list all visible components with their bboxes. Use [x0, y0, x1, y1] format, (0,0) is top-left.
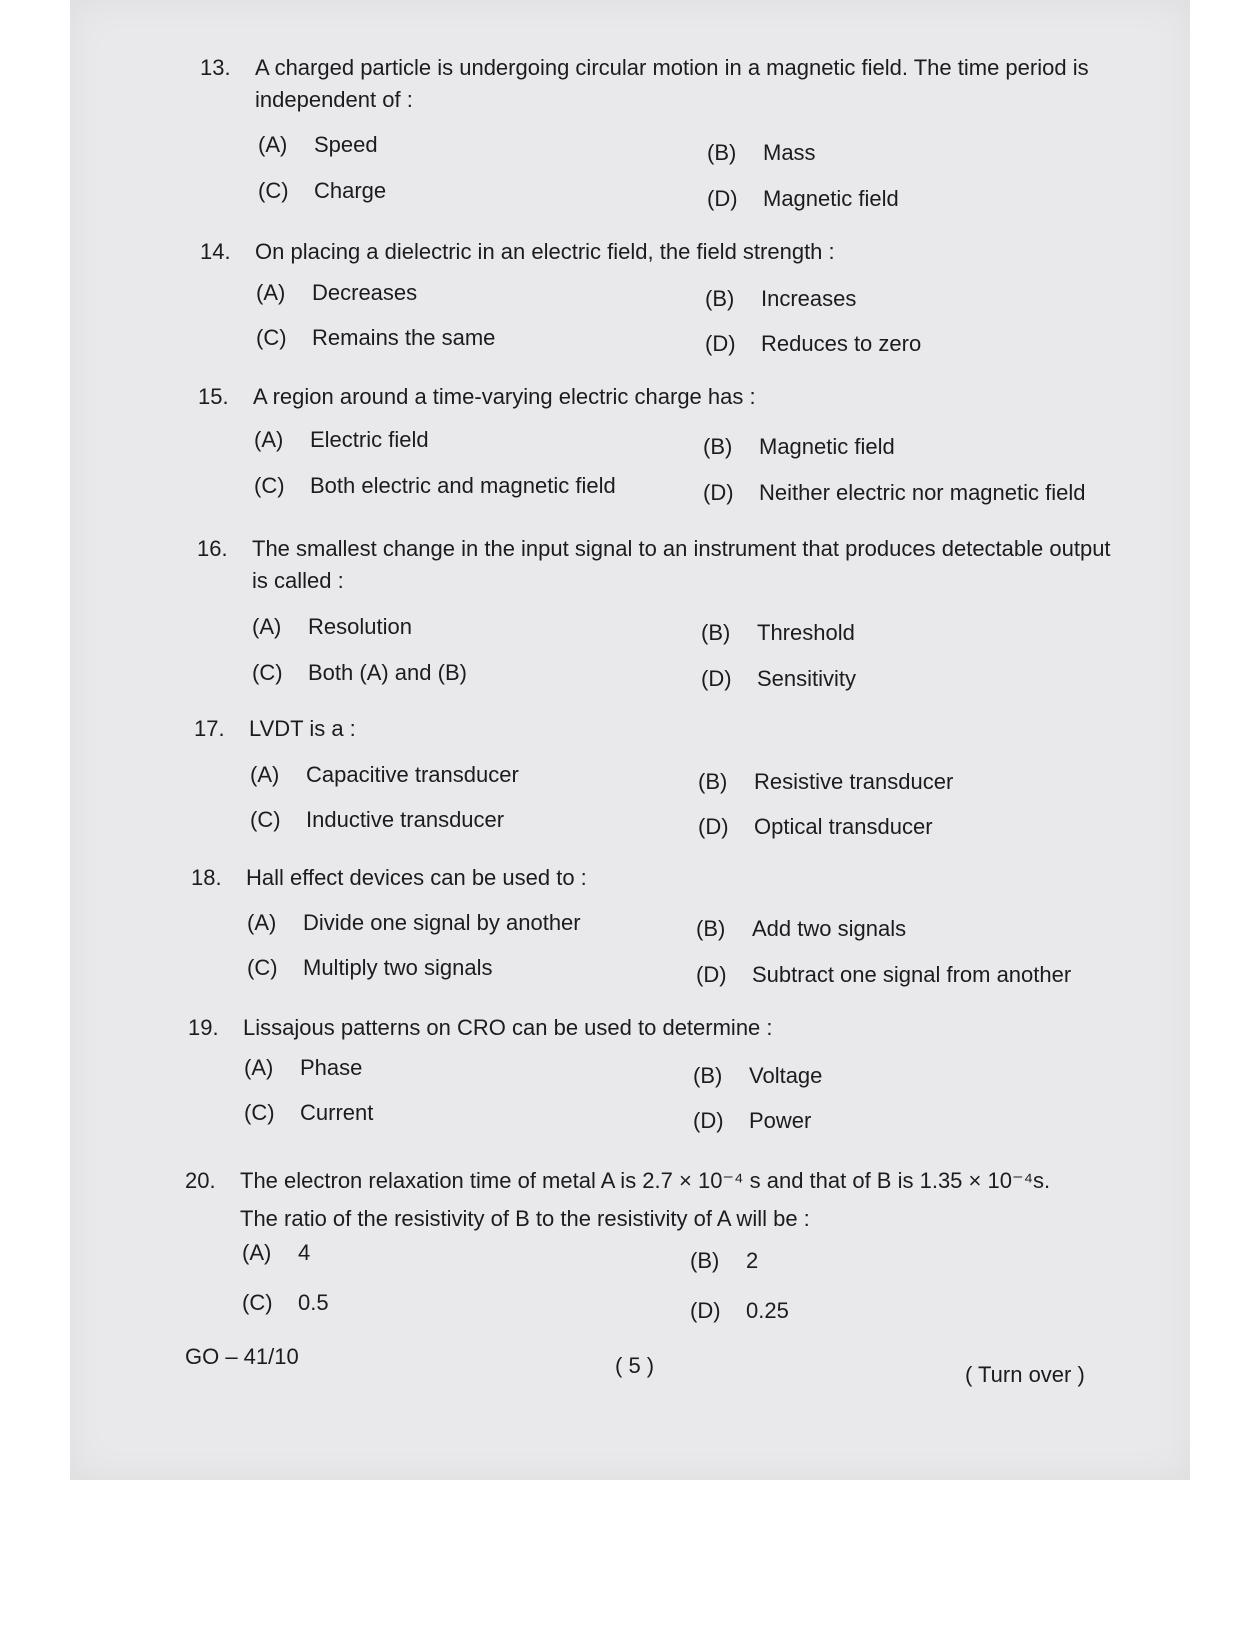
question-15: [198, 381, 1118, 413]
question-text-line-1: The electron relaxation time of metal A is 2.7 × 10⁻⁴ s and that of B is 1.35 × 10⁻⁴s.: [240, 1168, 1051, 1193]
option-c[interactable]: [258, 178, 386, 204]
option-c[interactable]: [247, 955, 493, 981]
option-text: Voltage: [749, 1063, 823, 1088]
option-label: (D): [705, 331, 736, 356]
option-text: Divide one signal by another: [303, 910, 581, 935]
option-text: 4: [298, 1240, 311, 1265]
option-d[interactable]: [690, 1298, 789, 1324]
option-text: Optical transducer: [754, 814, 933, 839]
option-label: (C): [247, 955, 278, 980]
paper-code: GO – 41/10: [185, 1344, 299, 1369]
option-c[interactable]: [250, 807, 504, 833]
option-text: Charge: [314, 178, 387, 203]
option-label: (B): [705, 286, 735, 311]
question-number: 17.: [194, 716, 225, 741]
question-14: [200, 236, 1120, 268]
option-label: (C): [256, 325, 287, 350]
option-d[interactable]: [696, 962, 1071, 988]
option-a[interactable]: [258, 132, 378, 158]
question-number: 16.: [197, 536, 228, 561]
option-text: Magnetic field: [759, 434, 895, 459]
option-label: (A): [258, 132, 288, 157]
option-a[interactable]: [256, 280, 417, 306]
question-number: 14.: [200, 239, 231, 264]
option-text: Sensitivity: [757, 666, 857, 691]
option-text: 0.25: [746, 1298, 789, 1323]
option-text: Resolution: [308, 614, 412, 639]
option-label: (D): [698, 814, 729, 839]
option-a[interactable]: [250, 762, 519, 788]
option-d[interactable]: [705, 331, 921, 357]
option-label: (A): [252, 614, 282, 639]
option-label: (C): [242, 1290, 273, 1315]
option-text: Increases: [761, 286, 857, 311]
turn-over-note: ( Turn over ): [965, 1362, 1085, 1387]
option-label: (A): [244, 1055, 274, 1080]
question-16: [197, 533, 1122, 597]
option-c[interactable]: [252, 660, 467, 686]
option-label: (B): [707, 140, 737, 165]
option-b[interactable]: [696, 916, 906, 942]
option-label: (B): [698, 769, 728, 794]
option-b[interactable]: [703, 434, 895, 460]
question-number: 15.: [198, 384, 229, 409]
option-a[interactable]: [244, 1055, 362, 1081]
option-b[interactable]: [690, 1248, 758, 1274]
option-text: Subtract one signal from another: [752, 962, 1072, 987]
option-d[interactable]: [701, 666, 856, 692]
option-a[interactable]: [247, 910, 581, 936]
option-c[interactable]: [256, 325, 495, 351]
option-label: (C): [244, 1100, 275, 1125]
question-text: Hall effect devices can be used to :: [246, 865, 587, 890]
option-label: (A): [256, 280, 286, 305]
option-label: (C): [250, 807, 281, 832]
option-text: Power: [749, 1108, 812, 1133]
option-label: (A): [242, 1240, 272, 1265]
option-label: (D): [693, 1108, 724, 1133]
question-18: [191, 862, 1111, 894]
exam-page: [70, 0, 1190, 1480]
option-label: (B): [690, 1248, 720, 1273]
question-13: [200, 52, 1120, 116]
option-text: Speed: [314, 132, 378, 157]
question-number: 18.: [191, 865, 222, 890]
option-d[interactable]: [703, 480, 1085, 506]
option-text: Threshold: [757, 620, 855, 645]
option-text: Current: [300, 1100, 374, 1125]
option-label: (B): [696, 916, 726, 941]
option-label: (D): [701, 666, 732, 691]
option-text: Electric field: [310, 427, 429, 452]
option-text: Phase: [300, 1055, 363, 1080]
option-c[interactable]: [244, 1100, 373, 1126]
option-text: Capacitive transducer: [306, 762, 519, 787]
option-label: (C): [258, 178, 289, 203]
question-text: LVDT is a :: [249, 716, 356, 741]
option-label: (D): [696, 962, 727, 987]
option-label: (C): [254, 473, 285, 498]
option-text: Reduces to zero: [761, 331, 922, 356]
question-text: A charged particle is undergoing circular motion in a magnetic field. The time period is independent of :: [255, 55, 1089, 112]
option-label: (C): [252, 660, 283, 685]
option-b[interactable]: [705, 286, 856, 312]
question-number: 19.: [188, 1015, 219, 1040]
option-label: (A): [247, 910, 277, 935]
option-label: (B): [701, 620, 731, 645]
option-c[interactable]: [242, 1290, 329, 1316]
option-text: Both (A) and (B): [308, 660, 467, 685]
option-a[interactable]: [254, 427, 429, 453]
option-label: (B): [693, 1063, 723, 1088]
option-text: Mass: [763, 140, 816, 165]
option-b[interactable]: [701, 620, 855, 646]
option-label: (D): [707, 186, 738, 211]
option-text: Both electric and magnetic field: [310, 473, 616, 498]
option-label: (B): [703, 434, 733, 459]
option-text: 0.5: [298, 1290, 329, 1315]
option-label: (A): [250, 762, 280, 787]
page-number: ( 5 ): [615, 1353, 655, 1378]
option-text: 2: [746, 1248, 759, 1273]
option-text: Magnetic field: [763, 186, 899, 211]
option-label: (A): [254, 427, 284, 452]
question-text: The smallest change in the input signal to an instrument that produces detectable output is called :: [252, 536, 1111, 593]
option-text: Add two signals: [752, 916, 907, 941]
question-number: 13.: [200, 55, 231, 80]
option-a[interactable]: [242, 1240, 310, 1266]
option-label: (D): [690, 1298, 721, 1323]
question-number: 20.: [185, 1168, 216, 1193]
option-text: Inductive transducer: [306, 807, 505, 832]
option-b[interactable]: [693, 1063, 822, 1089]
question-17: [194, 713, 1114, 745]
option-text: Resistive transducer: [754, 769, 954, 794]
option-d[interactable]: [698, 814, 933, 840]
option-d[interactable]: [693, 1108, 811, 1134]
question-text: Lissajous patterns on CRO can be used to determine :: [243, 1015, 773, 1040]
question-19: [188, 1012, 1108, 1044]
option-text: Multiply two signals: [303, 955, 493, 980]
option-d[interactable]: [707, 186, 899, 212]
question-text: On placing a dielectric in an electric field, the field strength :: [255, 239, 835, 264]
option-b[interactable]: [698, 769, 953, 795]
option-b[interactable]: [707, 140, 816, 166]
option-a[interactable]: [252, 614, 412, 640]
option-label: (D): [703, 480, 734, 505]
question-text: A region around a time-varying electric charge has :: [253, 384, 756, 409]
option-text: Decreases: [312, 280, 418, 305]
option-text: Neither electric nor magnetic field: [759, 480, 1086, 505]
question-20: [185, 1165, 1125, 1235]
option-c[interactable]: [254, 473, 616, 499]
question-text-line-2: The ratio of the resistivity of B to the resistivity of A will be :: [240, 1206, 810, 1231]
option-text: Remains the same: [312, 325, 496, 350]
